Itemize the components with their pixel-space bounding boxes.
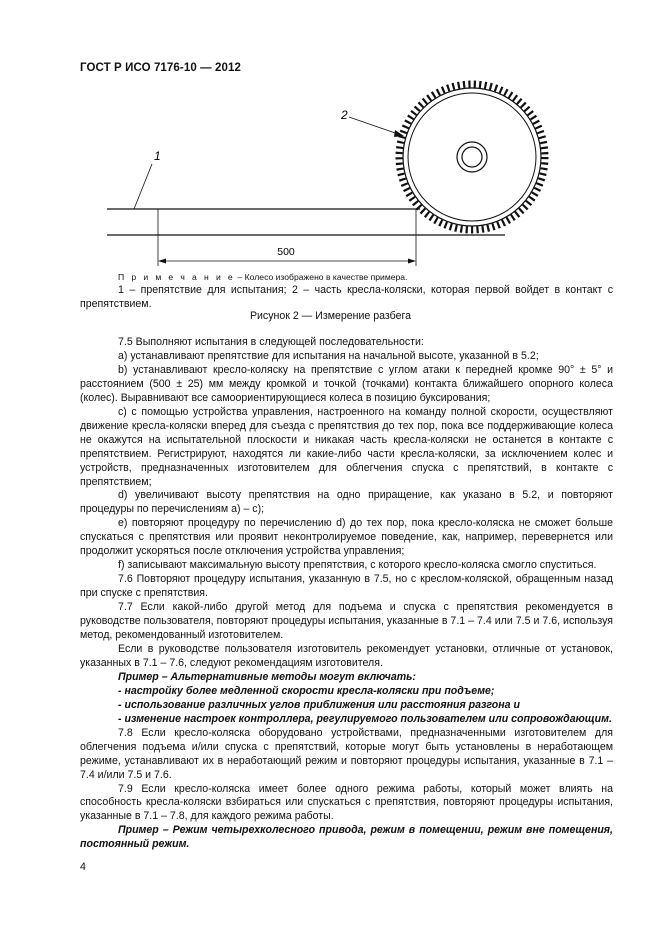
paragraph: f) записывают максимальную высоту препятствия, с которого кресло-коляска смогло спуститься. xyxy=(118,559,597,572)
paragraph: e) повторяют процедуру по перечислению d) до тех пор, пока кресло-коляска не сможет больше спускаться с препятствия или проявит неконтролируемое поведение, как, например, перевернется или продолжит ускоряться после отключения устройства управления; xyxy=(80,517,613,558)
leader-line-2 xyxy=(349,117,398,134)
example-title: Пример – Альтернативные методы могут включать: xyxy=(118,670,416,683)
paragraph: 7.5 Выполняют испытания в следующей последовательности: xyxy=(118,336,424,348)
wheel-icon xyxy=(399,84,545,230)
paragraph: a) устанавливают препятствие для испытания на начальной высоте, указанной в 5.2; xyxy=(118,349,539,362)
paragraph: b) устанавливают кресло-коляску на препятствие с углом атаки к передней кромке 90° ± 5° и расстоянием (500 ± 25) мм между кромкой и точкой (точками) контакта ближайшего опорного колеса (колес). Выравнивают все самоориентирующиеся колеса в позицию буксирования; xyxy=(80,363,613,404)
dimension-label: 500 xyxy=(277,246,295,258)
paragraph: c) с помощью устройства управления, настроенного на команду полной скорости, осуществляют движение кресла-коляски вперед для съезда с препятствия до тех пор, пока все поддерживающие колеса не окажутся на испытательной плоскости и никакая часть кресла-коляски не останется в контакте с препятствием. Регистрируют, находятся ли какие-либо части кресла-коляски, за исключением колес и устройств, предназначенных изготовителем для облегчения спуска с препятствий, в контакте с препятствием; xyxy=(80,405,613,488)
note-text: – Колесо изображено в качестве примера. xyxy=(235,272,408,282)
leader-line-1 xyxy=(134,164,152,209)
paragraph: Если в руководстве пользователя изготовитель рекомендует установки, отличные от установок, указанных в 7.1 – 7.6, следуют рекомендациям изготовителя. xyxy=(80,642,613,669)
figure-note xyxy=(118,272,407,282)
example-item: - настройку более медленной скорости кресла-коляски при подъеме; xyxy=(118,684,495,697)
figure-diagram xyxy=(0,0,661,280)
note-label: П р и м е ч а н и е xyxy=(118,272,236,282)
example-item: - изменение настроек контроллера, регулируемого пользователем или сопровождающим. xyxy=(118,712,612,725)
page-number: 4 xyxy=(80,861,86,873)
callout-1: 1 xyxy=(154,149,161,163)
paragraph: 7.7 Если какой-либо другой метод для подъема и спуска с препятствия рекомендуется в руководстве пользователя, повторяют процедуры испытания, указанные в 7.1 – 7.4 или 7.5 и 7.6, используя метод, рекомендованный изготовителем. xyxy=(80,601,613,642)
callout-2: 2 xyxy=(341,108,348,122)
paragraph: d) увеличивают высоту препятствия на одно приращение, как указано в 5.2, и повторяют процедуры по перечислениям a) – c); xyxy=(80,489,613,516)
figure-legend: 1 – препятствие для испытания; 2 – часть кресла-коляски, которая первой войдет в контакт с препятствием. xyxy=(80,284,613,310)
body-text xyxy=(80,336,613,852)
paragraph: 7.8 Если кресло-коляска оборудовано устройствами, предназначенными изготовителем для облегчения подъема и/или спуска с препятствий, которые могут быть установлены в неработающем режиме, устанавливают их в неработающий режим и повторяют процедуры испытания, указанные в 7.1 – 7.4 и/или 7.5 и 7.6. xyxy=(80,726,613,781)
example-item: - использование различных углов приближения или расстояния разгона и xyxy=(118,698,520,711)
figure-caption: Рисунок 2 — Измерение разбега xyxy=(249,310,412,322)
paragraph: 7.6 Повторяют процедуру испытания, указанную в 7.5, но с креслом-коляской, обращенным назад при спуске с препятствия. xyxy=(80,573,613,600)
document-header: ГОСТ Р ИСО 7176-10 — 2012 xyxy=(80,62,242,74)
example-note: Пример – Режим четырехколесного привода, режим в помещении, режим вне помещения, постоянный режим. xyxy=(80,824,613,851)
paragraph: 7.9 Если кресло-коляска имеет более одного режима работы, который может влиять на способность кресла-коляски взбираться или спускаться с препятствия, повторяют процедуры испытания, указанные в 7.1 – 7.8, для каждого режима работы. xyxy=(80,782,613,823)
